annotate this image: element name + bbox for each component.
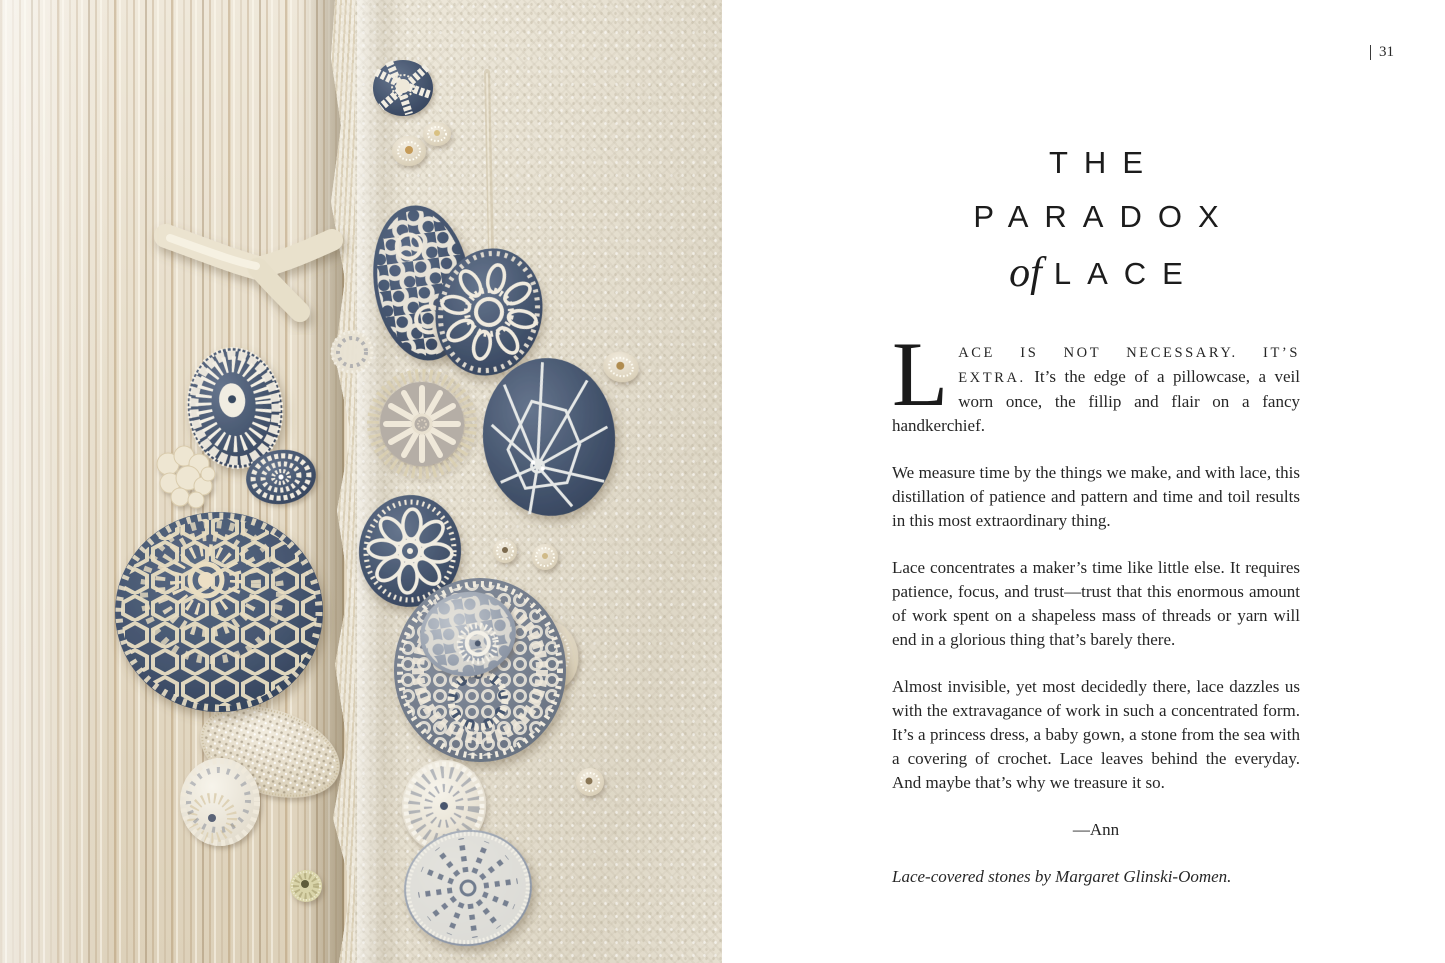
lead-paragraph [892, 323, 1300, 438]
urchin-shell-g [576, 768, 604, 796]
tiny-urchin-bead [290, 870, 322, 902]
urchin-shell-b [423, 122, 451, 146]
coral-branch [166, 236, 332, 312]
title-line-3 [892, 244, 1300, 301]
title-of-word: of [1009, 250, 1042, 296]
web-lace-stone [476, 353, 621, 522]
drop-cap: L [892, 323, 949, 425]
urchin-shell-d [493, 539, 517, 563]
lace-urchin-stone-top [373, 60, 433, 116]
signature: —Ann [1072, 820, 1120, 839]
chapter-title [892, 136, 1300, 301]
lead-text: It’s the edge of a pillowcase, a veil worn once, the fillip and flair on a fancy handkerchief. [892, 367, 1300, 435]
paragraph: We measure time by the things we make, and with lace, this distillation of patience and pattern and time and toil results in this most extraordinary thing. [892, 463, 1300, 530]
lead-small-caps: ACE IS NOT NECESSARY. IT’S EXTRA. [958, 345, 1300, 386]
urchin-shell-e [532, 544, 558, 570]
lace-scrap [331, 331, 373, 373]
paragraph: Lace concentrates a maker’s time like little else. It requires patience, focus, and trust—trust that this enormous amount of work spent on a shapeless mass of threads or yarn will end in a glorious thing that’s barely there. [892, 558, 1300, 649]
urchin-shell-a [392, 136, 426, 166]
article-body [892, 323, 1300, 912]
photo-caption: Lace-covered stones by Margaret Glinski-Oomen. [892, 867, 1232, 886]
big-honeycomb-stone [115, 512, 323, 712]
title-lace-word: LACE [1053, 256, 1199, 291]
urchin-shell-c [600, 348, 643, 386]
lace-stones-photo [0, 0, 722, 963]
title-line-2: PARADOX [973, 199, 1235, 234]
folio-number: 31 [1379, 44, 1394, 60]
small-white-doily-stone [180, 758, 260, 846]
folio-divider [1370, 45, 1371, 60]
paragraph: Almost invisible, yet most decidedly there, lace dazzles us with the extravagance of work in such a concentrated form. It’s a princess dress, a baby gown, a stone from the sea with a covering of crochet. Lace leaves behind the everyday. And maybe that’s why we treasure it so. [892, 677, 1300, 792]
knobby-coral [157, 446, 215, 508]
page-number [1370, 44, 1394, 61]
title-line-1: THE [1049, 145, 1159, 180]
text-page [722, 0, 1445, 963]
photo-page [0, 0, 722, 963]
frilly-lace-ball [373, 375, 471, 473]
